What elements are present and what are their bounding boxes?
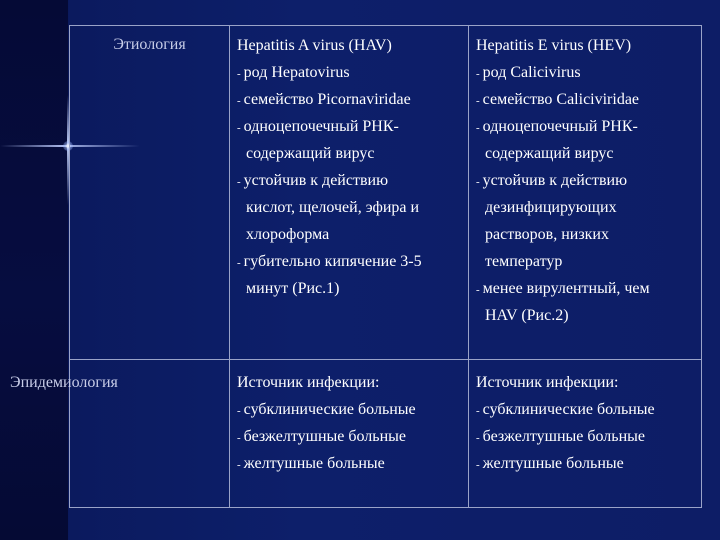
list-item-text: содержащий вирус bbox=[246, 145, 375, 162]
list-dash: - bbox=[237, 176, 241, 188]
list-item-text: губительно кипячение 3-5 bbox=[243, 253, 422, 270]
list-dash: - bbox=[237, 122, 241, 134]
list-item bbox=[476, 221, 701, 248]
list-item bbox=[476, 86, 701, 113]
list-item bbox=[476, 275, 701, 302]
list-dash: - bbox=[237, 95, 241, 107]
list-dash: - bbox=[476, 68, 480, 80]
hav-etiology-cell bbox=[230, 26, 469, 360]
list-item bbox=[237, 59, 468, 86]
list-dash: - bbox=[237, 432, 241, 444]
list-dash: - bbox=[476, 176, 480, 188]
hev-epidemiology-content bbox=[469, 360, 701, 477]
row-label-epidemiology: Эпидемиология bbox=[10, 374, 118, 391]
list-item bbox=[237, 221, 468, 248]
hav-source-title: Источник инфекции: bbox=[237, 374, 380, 391]
list-item bbox=[237, 423, 468, 450]
list-dash: - bbox=[476, 284, 480, 296]
list-item bbox=[476, 396, 701, 423]
list-item bbox=[476, 194, 701, 221]
row-label-cell bbox=[10, 360, 230, 508]
table-row-epidemiology bbox=[70, 360, 702, 508]
list-dash: - bbox=[237, 405, 241, 417]
list-dash: - bbox=[476, 405, 480, 417]
list-item bbox=[476, 423, 701, 450]
list-item-text: дезинфицирующих bbox=[485, 199, 617, 216]
list-item-text: род Hepatovirus bbox=[243, 64, 350, 81]
hav-epidemiology-cell bbox=[230, 360, 469, 508]
list-dash: - bbox=[237, 68, 241, 80]
row-label-cell bbox=[70, 26, 230, 360]
row-label-etiology: Этиология bbox=[113, 36, 186, 53]
list-item-text: хлороформа bbox=[246, 226, 330, 243]
list-item bbox=[476, 302, 701, 329]
hev-etiology-cell bbox=[469, 26, 702, 360]
list-item-text: субклинические больные bbox=[482, 401, 655, 418]
list-item-text: устойчив к действию bbox=[243, 172, 389, 189]
list-item bbox=[476, 248, 701, 275]
list-item bbox=[237, 450, 468, 477]
hev-epidemiology-cell bbox=[469, 360, 702, 508]
hav-etiology-content bbox=[230, 26, 468, 302]
list-item bbox=[237, 167, 468, 194]
list-dash: - bbox=[476, 122, 480, 134]
list-item-text: одноцепочечный РНК- bbox=[243, 118, 399, 135]
list-item-text: устойчив к действию bbox=[482, 172, 628, 189]
list-item-text: минут (Рис.1) bbox=[246, 280, 340, 297]
list-item bbox=[476, 140, 701, 167]
list-dash: - bbox=[476, 432, 480, 444]
hev-title: Hepatitis E virus (HEV) bbox=[476, 37, 632, 54]
list-item-text: семейство Picornaviridae bbox=[243, 91, 411, 108]
list-item-text: безжелтушные больные bbox=[482, 428, 645, 445]
list-item bbox=[476, 113, 701, 140]
list-dash: - bbox=[476, 95, 480, 107]
slide-left-band bbox=[0, 0, 68, 540]
list-dash: - bbox=[237, 257, 241, 269]
list-item-text: содержащий вирус bbox=[485, 145, 614, 162]
list-item bbox=[237, 275, 468, 302]
list-item bbox=[476, 167, 701, 194]
list-item bbox=[476, 450, 701, 477]
comparison-table bbox=[10, 25, 702, 508]
list-item-text: менее вирулентный, чем bbox=[482, 280, 650, 297]
list-item-text: желтушные больные bbox=[243, 455, 385, 472]
list-item bbox=[237, 140, 468, 167]
list-item bbox=[476, 59, 701, 86]
hev-source-title: Источник инфекции: bbox=[476, 374, 619, 391]
hev-etiology-content bbox=[469, 26, 701, 329]
list-item bbox=[237, 194, 468, 221]
list-item-text: растворов, низких bbox=[485, 226, 609, 243]
list-item-text: HAV (Рис.2) bbox=[485, 307, 569, 324]
table-row-etiology bbox=[70, 26, 702, 360]
list-item-text: желтушные больные bbox=[482, 455, 624, 472]
list-item bbox=[237, 86, 468, 113]
list-item bbox=[237, 113, 468, 140]
list-item-text: кислот, щелочей, эфира и bbox=[246, 199, 420, 216]
list-item-text: субклинические больные bbox=[243, 401, 416, 418]
list-item-text: температур bbox=[485, 253, 563, 270]
hav-epidemiology-content bbox=[230, 360, 468, 477]
list-item bbox=[237, 248, 468, 275]
list-item-text: одноцепочечный РНК- bbox=[482, 118, 638, 135]
hav-title: Hepatitis A virus (HAV) bbox=[237, 37, 392, 54]
list-item-text: семейство Caliciviridae bbox=[482, 91, 640, 108]
list-item-text: род Calicivirus bbox=[482, 64, 581, 81]
list-dash: - bbox=[476, 459, 480, 471]
list-item bbox=[237, 396, 468, 423]
list-dash: - bbox=[237, 459, 241, 471]
list-item-text: безжелтушные больные bbox=[243, 428, 406, 445]
